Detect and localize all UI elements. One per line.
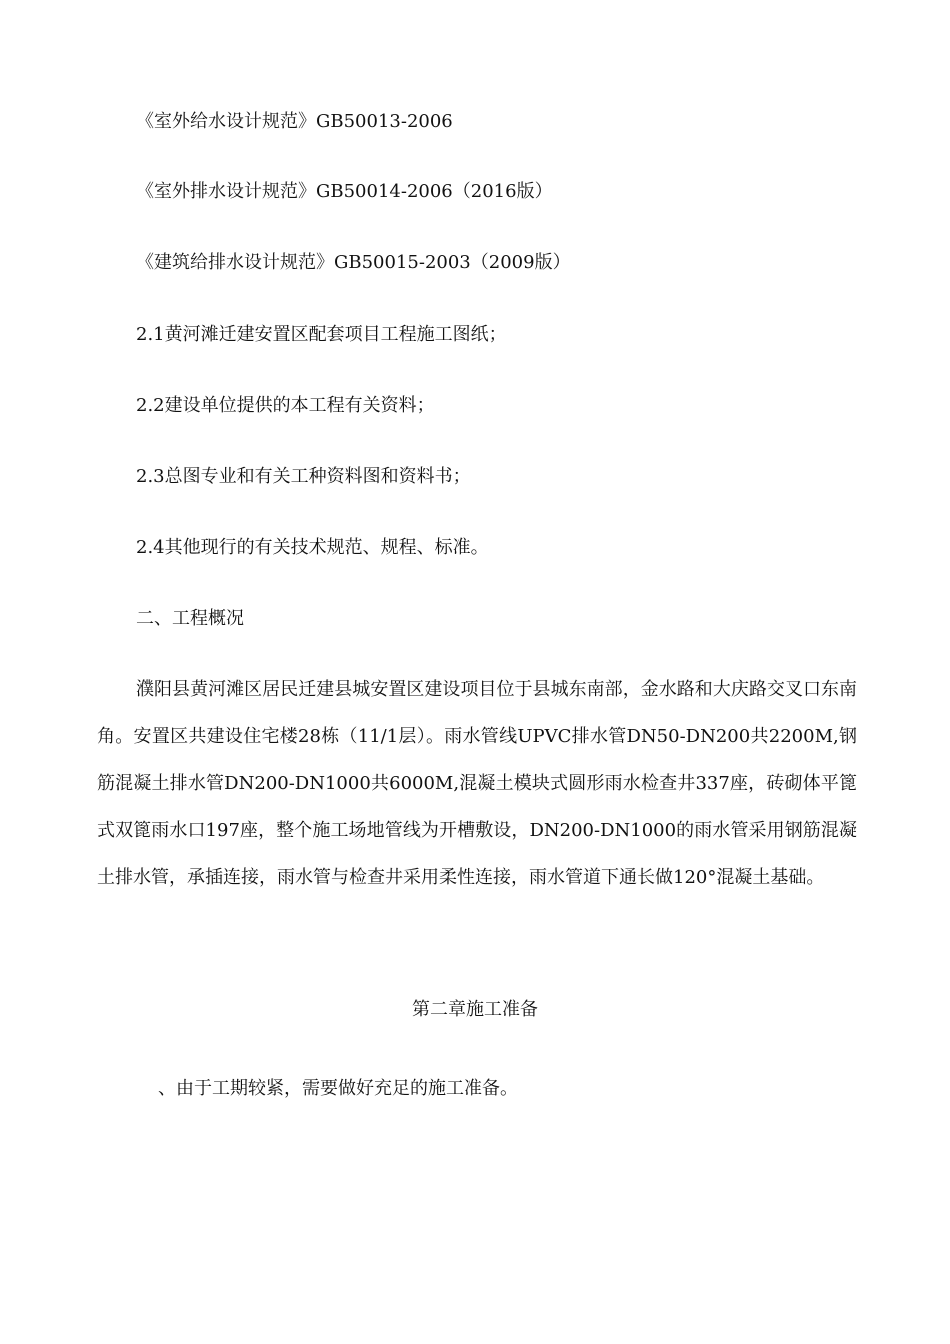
basis-item-2: 2.2建设单位提供的本工程有关资料； (136, 395, 435, 416)
basis-item-4: 2.4其他现行的有关技术规范、规程、标准。 (136, 537, 489, 558)
overview-paragraph: 濮阳县黄河滩区居民迁建县城安置区建设项目位于县城东南部，金水路和大庆路交叉口东南角。安置区共建设住宅楼28栋（11/1层）。雨水管线UPVC排水管DN50-DN200共2200M,钢筋混凝土排水管DN200-DN1000共6000M,混凝土模块式圆形雨水检查井337座，砖砌体平篦式双篦雨水口197座，整个施工场地管线为开槽敷设，DN200-DN1000的雨水管采用钢筋混凝土排水管，承插连接，雨水管与检查井采用柔性连接，雨水管道下通长做120°混凝土基础。 (97, 679, 857, 888)
reference-line-3: 《建筑给排水设计规范》GB50015-2003（2009版） (136, 252, 571, 273)
chapter-title: 第二章施工准备 (412, 999, 538, 1020)
reference-line-1: 《室外给水设计规范》GB50013-2006 (136, 111, 453, 132)
basis-item-1: 2.1黄河滩迁建安置区配套项目工程施工图纸； (136, 324, 507, 345)
preparation-line: 、由于工期较紧，需要做好充足的施工准备。 (158, 1078, 518, 1099)
basis-item-3: 2.3总图专业和有关工种资料图和资料书； (136, 466, 471, 487)
section-heading: 二、工程概况 (136, 608, 244, 629)
reference-line-2: 《室外排水设计规范》GB50014-2006（2016版） (136, 181, 553, 202)
